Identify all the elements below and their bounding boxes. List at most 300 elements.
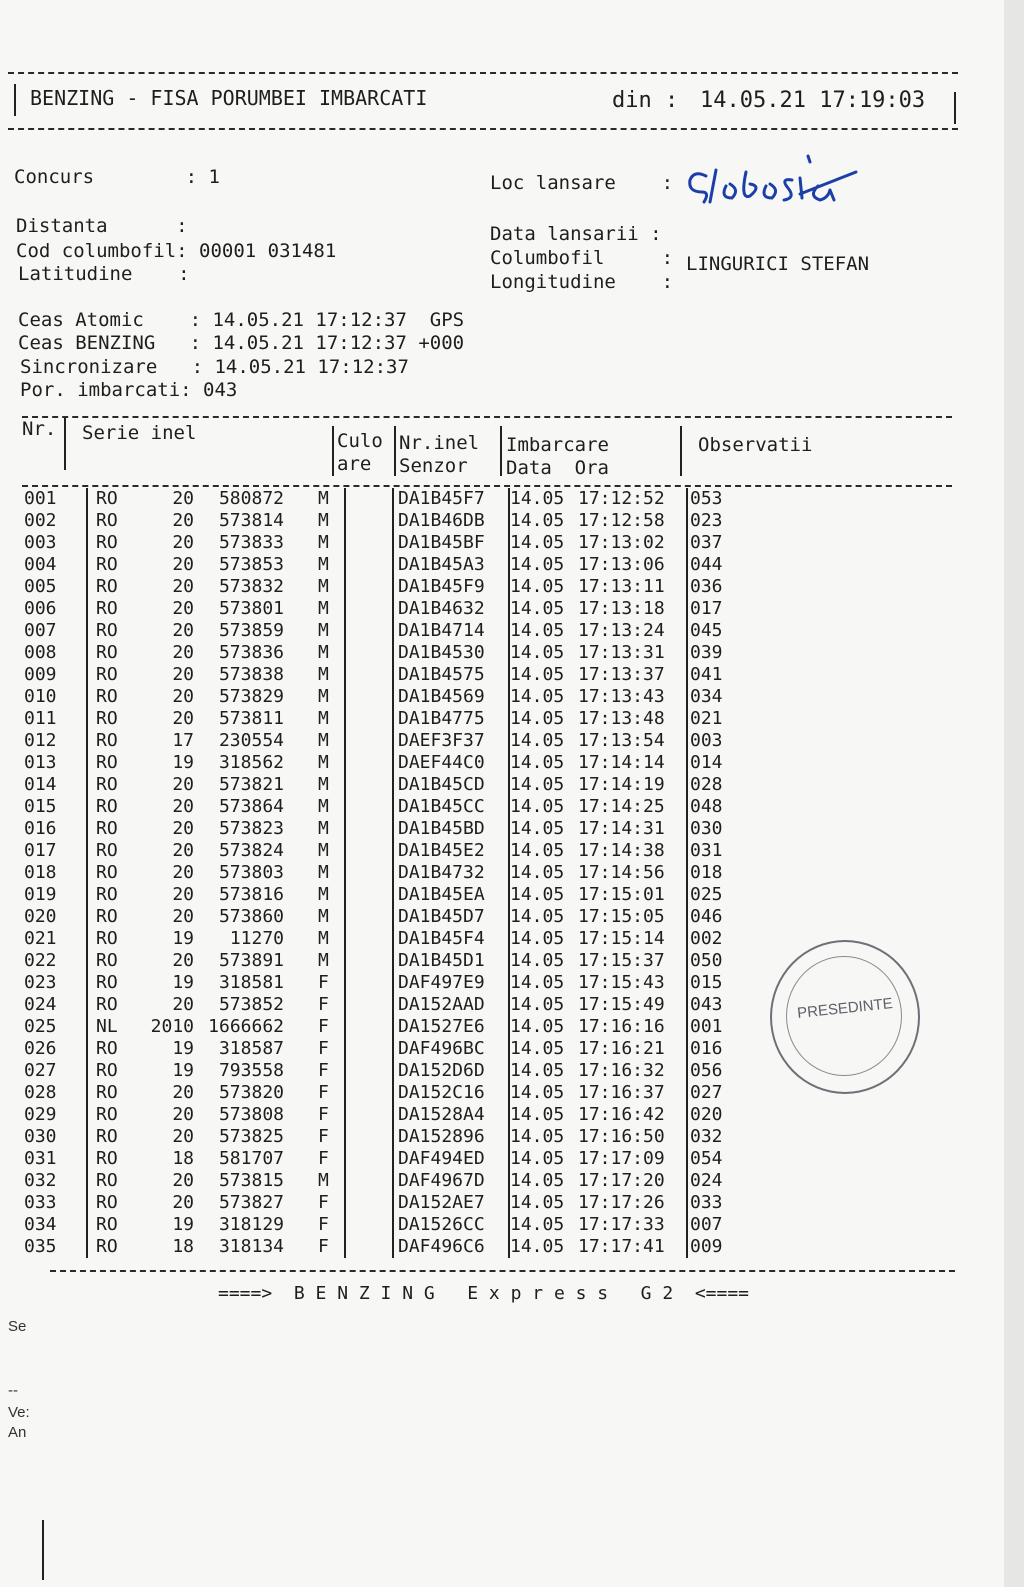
row-nr: 007 <box>24 620 57 641</box>
sex: F <box>318 1236 329 1257</box>
row-nr: 009 <box>24 664 57 685</box>
col-header-culo: Culo <box>337 430 383 452</box>
ring-year: 20 <box>172 532 194 553</box>
longitudine-label: Longitudine : <box>490 271 674 293</box>
observation: 031 <box>690 840 723 861</box>
ceas-atomic-line: Ceas Atomic : 14.05.21 17:12:37 GPS <box>18 309 465 331</box>
ring-country: RO <box>96 730 118 751</box>
boarding-date: 14.05 <box>510 730 565 751</box>
ring-country: RO <box>96 862 118 883</box>
ring-number: 573891 <box>218 950 284 971</box>
boarding-time: 17:15:37 <box>578 950 665 971</box>
boarding-time: 17:16:42 <box>578 1104 665 1125</box>
ring-year: 20 <box>172 906 194 927</box>
table-row <box>0 598 1000 620</box>
sex: M <box>318 510 329 531</box>
observation: 016 <box>690 1038 723 1059</box>
ring-number: 573827 <box>218 1192 284 1213</box>
sensor-id: DA1B45D7 <box>398 906 485 927</box>
boarding-time: 17:15:05 <box>578 906 665 927</box>
row-nr: 013 <box>24 752 57 773</box>
observation: 025 <box>690 884 723 905</box>
table-row <box>0 862 1000 884</box>
ring-year: 20 <box>172 510 194 531</box>
ring-number: 11270 <box>229 928 284 949</box>
boarding-date: 14.05 <box>510 950 565 971</box>
side-fragment-ve: Ve: <box>8 1404 30 1421</box>
report-din-label: din : <box>612 88 679 113</box>
boarding-time: 17:17:41 <box>578 1236 665 1257</box>
ring-number: 573864 <box>218 796 284 817</box>
observation: 032 <box>690 1126 723 1147</box>
sensor-id: DA1B45D1 <box>398 950 485 971</box>
observation: 021 <box>690 708 723 729</box>
sex: F <box>318 1192 329 1213</box>
boarding-date: 14.05 <box>510 1170 565 1191</box>
association-stamp <box>770 940 920 1094</box>
side-fragment-se: Se <box>8 1318 27 1335</box>
sex: F <box>318 1126 329 1147</box>
sensor-id: DA1527E6 <box>398 1016 485 1037</box>
sex: F <box>318 1082 329 1103</box>
observation: 018 <box>690 862 723 883</box>
sensor-id: DA1B45CC <box>398 796 485 817</box>
latitudine-line: Latitudine : <box>18 263 190 285</box>
row-nr: 015 <box>24 796 57 817</box>
boarding-date: 14.05 <box>510 796 565 817</box>
ring-number: 573801 <box>218 598 284 619</box>
sensor-id: DA1B4775 <box>398 708 485 729</box>
data-lansarii-label: Data lansarii : <box>490 223 662 245</box>
ring-year: 20 <box>172 598 194 619</box>
ring-number: 573832 <box>218 576 284 597</box>
col-divider-imbarcare <box>680 426 682 476</box>
boarding-time: 17:16:16 <box>578 1016 665 1037</box>
boarding-time: 17:14:25 <box>578 796 665 817</box>
sensor-id: DA1B45CD <box>398 774 485 795</box>
table-row <box>0 1126 1000 1148</box>
boarding-date: 14.05 <box>510 620 565 641</box>
sensor-id: DA1B45BD <box>398 818 485 839</box>
ring-year: 19 <box>172 972 194 993</box>
sex: M <box>318 576 329 597</box>
ring-country: RO <box>96 532 118 553</box>
boarding-time: 17:16:21 <box>578 1038 665 1059</box>
row-nr: 002 <box>24 510 57 531</box>
sex: F <box>318 972 329 993</box>
sex: F <box>318 1038 329 1059</box>
observation: 056 <box>690 1060 723 1081</box>
table-row <box>0 620 1000 642</box>
observation: 027 <box>690 1082 723 1103</box>
row-nr: 035 <box>24 1236 57 1257</box>
sensor-id: DAEF3F37 <box>398 730 485 751</box>
ring-number: 793558 <box>218 1060 284 1081</box>
ring-year: 17 <box>172 730 194 751</box>
observation: 034 <box>690 686 723 707</box>
row-nr: 030 <box>24 1126 57 1147</box>
col-header-nr: Nr. <box>22 418 57 440</box>
boarding-time: 17:13:54 <box>578 730 665 751</box>
ring-country: RO <box>96 510 118 531</box>
table-row <box>0 642 1000 664</box>
boarding-date: 14.05 <box>510 576 565 597</box>
boarding-time: 17:14:31 <box>578 818 665 839</box>
table-rule-bottom <box>50 1270 955 1272</box>
columbofil-label: Columbofil : <box>490 247 674 269</box>
ring-country: RO <box>96 906 118 927</box>
side-fragment-an: An <box>8 1424 27 1441</box>
ring-number: 573824 <box>218 840 284 861</box>
ring-year: 20 <box>172 840 194 861</box>
ring-number: 573816 <box>218 884 284 905</box>
ring-year: 20 <box>172 1082 194 1103</box>
col-header-senzor: Senzor <box>399 455 468 477</box>
ring-year: 20 <box>172 642 194 663</box>
ring-number: 573808 <box>218 1104 284 1125</box>
row-nr: 028 <box>24 1082 57 1103</box>
boarding-date: 14.05 <box>510 1192 565 1213</box>
sensor-id: DA1B45F7 <box>398 488 485 509</box>
row-nr: 031 <box>24 1148 57 1169</box>
col-header-serie: Serie inel <box>82 422 197 444</box>
table-row <box>0 1148 1000 1170</box>
sensor-id: DA1B45EA <box>398 884 485 905</box>
observation: 041 <box>690 664 723 685</box>
ring-country: RO <box>96 774 118 795</box>
table-row <box>0 906 1000 928</box>
boarding-date: 14.05 <box>510 906 565 927</box>
ring-country: RO <box>96 642 118 663</box>
boarding-date: 14.05 <box>510 1236 565 1257</box>
ring-country: RO <box>96 1236 118 1257</box>
ring-number: 573820 <box>218 1082 284 1103</box>
table-row <box>0 554 1000 576</box>
ring-year: 18 <box>172 1148 194 1169</box>
col-divider-nr <box>64 418 66 470</box>
table-row <box>0 818 1000 840</box>
sex: M <box>318 862 329 883</box>
boarding-time: 17:15:49 <box>578 994 665 1015</box>
ring-year: 20 <box>172 664 194 685</box>
loc-lansare-label: Loc lansare : <box>490 172 674 194</box>
ring-country: RO <box>96 972 118 993</box>
sex: M <box>318 642 329 663</box>
observation: 033 <box>690 1192 723 1213</box>
ring-country: RO <box>96 664 118 685</box>
boarding-date: 14.05 <box>510 598 565 619</box>
boarding-date: 14.05 <box>510 928 565 949</box>
boarding-time: 17:14:56 <box>578 862 665 883</box>
ring-number: 581707 <box>218 1148 284 1169</box>
col-header-are: are <box>337 453 372 475</box>
header-rule-bottom <box>8 128 958 130</box>
ring-year: 20 <box>172 620 194 641</box>
boarding-date: 14.05 <box>510 554 565 575</box>
observation: 014 <box>690 752 723 773</box>
boarding-date: 14.05 <box>510 708 565 729</box>
row-nr: 008 <box>24 642 57 663</box>
sensor-id: DA1B4732 <box>398 862 485 883</box>
header-left-bar <box>14 84 16 116</box>
boarding-date: 14.05 <box>510 818 565 839</box>
boarding-time: 17:16:32 <box>578 1060 665 1081</box>
boarding-time: 17:14:38 <box>578 840 665 861</box>
ring-number: 573833 <box>218 532 284 553</box>
ring-number: 573829 <box>218 686 284 707</box>
ring-number: 573811 <box>218 708 284 729</box>
ring-year: 20 <box>172 554 194 575</box>
observation: 007 <box>690 1214 723 1235</box>
row-nr: 023 <box>24 972 57 993</box>
col-header-nrinel: Nr.inel <box>399 432 480 454</box>
row-nr: 001 <box>24 488 57 509</box>
sex: F <box>318 1016 329 1037</box>
sensor-id: DA1B45F4 <box>398 928 485 949</box>
sensor-id: DA1B45F9 <box>398 576 485 597</box>
row-nr: 018 <box>24 862 57 883</box>
observation: 054 <box>690 1148 723 1169</box>
ring-year: 18 <box>172 1236 194 1257</box>
observation: 036 <box>690 576 723 597</box>
ring-year: 19 <box>172 752 194 773</box>
table-row <box>0 752 1000 774</box>
ring-country: RO <box>96 708 118 729</box>
ring-year: 20 <box>172 818 194 839</box>
concurs-line: Concurs : 1 <box>14 166 220 188</box>
sensor-id: DA1B4632 <box>398 598 485 619</box>
boarding-date: 14.05 <box>510 1214 565 1235</box>
ring-country: RO <box>96 1214 118 1235</box>
boarding-date: 14.05 <box>510 752 565 773</box>
sensor-id: DAF496C6 <box>398 1236 485 1257</box>
ring-country: RO <box>96 752 118 773</box>
row-nr: 019 <box>24 884 57 905</box>
sensor-id: DAF4967D <box>398 1170 485 1191</box>
boarding-time: 17:13:11 <box>578 576 665 597</box>
boarding-time: 17:13:18 <box>578 598 665 619</box>
ring-country: RO <box>96 796 118 817</box>
table-row <box>0 1214 1000 1236</box>
boarding-date: 14.05 <box>510 1060 565 1081</box>
observation: 030 <box>690 818 723 839</box>
ring-number: 230554 <box>218 730 284 751</box>
sensor-id: DA152AE7 <box>398 1192 485 1213</box>
table-row <box>0 1170 1000 1192</box>
ring-country: RO <box>96 928 118 949</box>
ring-number: 318562 <box>218 752 284 773</box>
ring-year: 20 <box>172 576 194 597</box>
boarding-time: 17:13:43 <box>578 686 665 707</box>
row-nr: 011 <box>24 708 57 729</box>
sex: M <box>318 796 329 817</box>
ring-number: 573821 <box>218 774 284 795</box>
sex: M <box>318 950 329 971</box>
col-header-data-ora: Data Ora <box>506 457 609 479</box>
sex: M <box>318 532 329 553</box>
ring-number: 573825 <box>218 1126 284 1147</box>
observation: 001 <box>690 1016 723 1037</box>
boarding-date: 14.05 <box>510 664 565 685</box>
sensor-id: DAF497E9 <box>398 972 485 993</box>
table-row <box>0 730 1000 752</box>
ring-year: 20 <box>172 708 194 729</box>
side-fragment-dash: -- <box>8 1382 18 1399</box>
ring-country: RO <box>96 884 118 905</box>
sincronizare-line: Sincronizare : 14.05.21 17:12:37 <box>20 356 409 378</box>
ring-country: RO <box>96 1060 118 1081</box>
row-nr: 033 <box>24 1192 57 1213</box>
col-divider-senzor <box>500 426 502 476</box>
ring-year: 20 <box>172 774 194 795</box>
ring-country: RO <box>96 576 118 597</box>
row-nr: 027 <box>24 1060 57 1081</box>
sex: F <box>318 1104 329 1125</box>
row-nr: 003 <box>24 532 57 553</box>
sex: M <box>318 598 329 619</box>
sensor-id: DA1B45BF <box>398 532 485 553</box>
sex: M <box>318 730 329 751</box>
row-nr: 034 <box>24 1214 57 1235</box>
header-rule-top <box>8 72 958 74</box>
ring-country: RO <box>96 840 118 861</box>
ring-year: 20 <box>172 488 194 509</box>
ring-year: 20 <box>172 796 194 817</box>
ring-number: 573823 <box>218 818 284 839</box>
boarding-date: 14.05 <box>510 1038 565 1059</box>
sex: M <box>318 906 329 927</box>
boarding-date: 14.05 <box>510 840 565 861</box>
table-row <box>0 1104 1000 1126</box>
ring-year: 20 <box>172 1104 194 1125</box>
ring-number: 318587 <box>218 1038 284 1059</box>
ring-country: RO <box>96 818 118 839</box>
row-nr: 029 <box>24 1104 57 1125</box>
observation: 020 <box>690 1104 723 1125</box>
table-head-rule-bottom <box>22 485 952 487</box>
sex: M <box>318 620 329 641</box>
table-row <box>0 884 1000 906</box>
ring-country: RO <box>96 950 118 971</box>
ring-country: RO <box>96 598 118 619</box>
observation: 039 <box>690 642 723 663</box>
row-nr: 024 <box>24 994 57 1015</box>
columbofil-name: LINGURICI STEFAN <box>686 253 870 275</box>
boarding-date: 14.05 <box>510 686 565 707</box>
table-row <box>0 510 1000 532</box>
sensor-id: DAF494ED <box>398 1148 485 1169</box>
row-nr: 022 <box>24 950 57 971</box>
ring-number: 318581 <box>218 972 284 993</box>
table-row <box>0 708 1000 730</box>
sex: M <box>318 840 329 861</box>
sensor-id: DA1B46DB <box>398 510 485 531</box>
row-nr: 012 <box>24 730 57 751</box>
distanta-line: Distanta : <box>16 215 188 237</box>
row-nr: 020 <box>24 906 57 927</box>
ring-year: 20 <box>172 862 194 883</box>
ring-number: 318134 <box>218 1236 284 1257</box>
porumbei-imbarcati-line: Por. imbarcati: 043 <box>20 379 238 401</box>
boarding-time: 17:15:01 <box>578 884 665 905</box>
observation: 002 <box>690 928 723 949</box>
observation: 048 <box>690 796 723 817</box>
ring-number: 318129 <box>218 1214 284 1235</box>
sensor-id: DA152D6D <box>398 1060 485 1081</box>
sensor-id: DAF496BC <box>398 1038 485 1059</box>
boarding-time: 17:13:48 <box>578 708 665 729</box>
row-nr: 021 <box>24 928 57 949</box>
sex: F <box>318 994 329 1015</box>
boarding-time: 17:17:20 <box>578 1170 665 1191</box>
ring-number: 573803 <box>218 862 284 883</box>
ring-number: 573838 <box>218 664 284 685</box>
sex: M <box>318 1170 329 1191</box>
ring-country: RO <box>96 1038 118 1059</box>
observation: 037 <box>690 532 723 553</box>
row-nr: 017 <box>24 840 57 861</box>
observation: 028 <box>690 774 723 795</box>
boarding-date: 14.05 <box>510 642 565 663</box>
boarding-date: 14.05 <box>510 1126 565 1147</box>
row-nr: 005 <box>24 576 57 597</box>
boarding-time: 17:13:02 <box>578 532 665 553</box>
ring-year: 20 <box>172 1170 194 1191</box>
observation: 015 <box>690 972 723 993</box>
observation: 044 <box>690 554 723 575</box>
boarding-time: 17:16:50 <box>578 1126 665 1147</box>
report-datetime: 14.05.21 17:19:03 <box>700 88 926 113</box>
table-row <box>0 576 1000 598</box>
sensor-id: DA1B45A3 <box>398 554 485 575</box>
boarding-time: 17:15:43 <box>578 972 665 993</box>
ring-number: 573860 <box>218 906 284 927</box>
ring-year: 2010 <box>150 1016 194 1037</box>
pigeon-table-body <box>0 488 1000 1258</box>
col-header-imbarcare: Imbarcare <box>506 434 609 456</box>
benzing-footer: ====> B E N Z I N G E x p r e s s G 2 <==== <box>218 1283 750 1304</box>
ring-country: RO <box>96 488 118 509</box>
observation: 023 <box>690 510 723 531</box>
observation: 017 <box>690 598 723 619</box>
boarding-time: 17:12:58 <box>578 510 665 531</box>
sex: M <box>318 686 329 707</box>
boarding-time: 17:13:24 <box>578 620 665 641</box>
sex: M <box>318 774 329 795</box>
observation: 009 <box>690 1236 723 1257</box>
table-row <box>0 774 1000 796</box>
boarding-date: 14.05 <box>510 1148 565 1169</box>
ring-number: 580872 <box>218 488 284 509</box>
sensor-id: DAEF44C0 <box>398 752 485 773</box>
row-nr: 025 <box>24 1016 57 1037</box>
ring-year: 19 <box>172 928 194 949</box>
sensor-id: DA152896 <box>398 1126 485 1147</box>
ring-number: 1666662 <box>208 1016 284 1037</box>
sex: M <box>318 554 329 575</box>
ring-number: 573815 <box>218 1170 284 1191</box>
ring-country: RO <box>96 620 118 641</box>
row-nr: 010 <box>24 686 57 707</box>
page-edge <box>1004 0 1024 1587</box>
table-head-rule-top <box>22 416 952 418</box>
boarding-time: 17:13:37 <box>578 664 665 685</box>
observation: 046 <box>690 906 723 927</box>
sex: F <box>318 1214 329 1235</box>
sex: M <box>318 818 329 839</box>
col-header-observatii: Observatii <box>698 434 813 456</box>
sensor-id: DA1B4575 <box>398 664 485 685</box>
